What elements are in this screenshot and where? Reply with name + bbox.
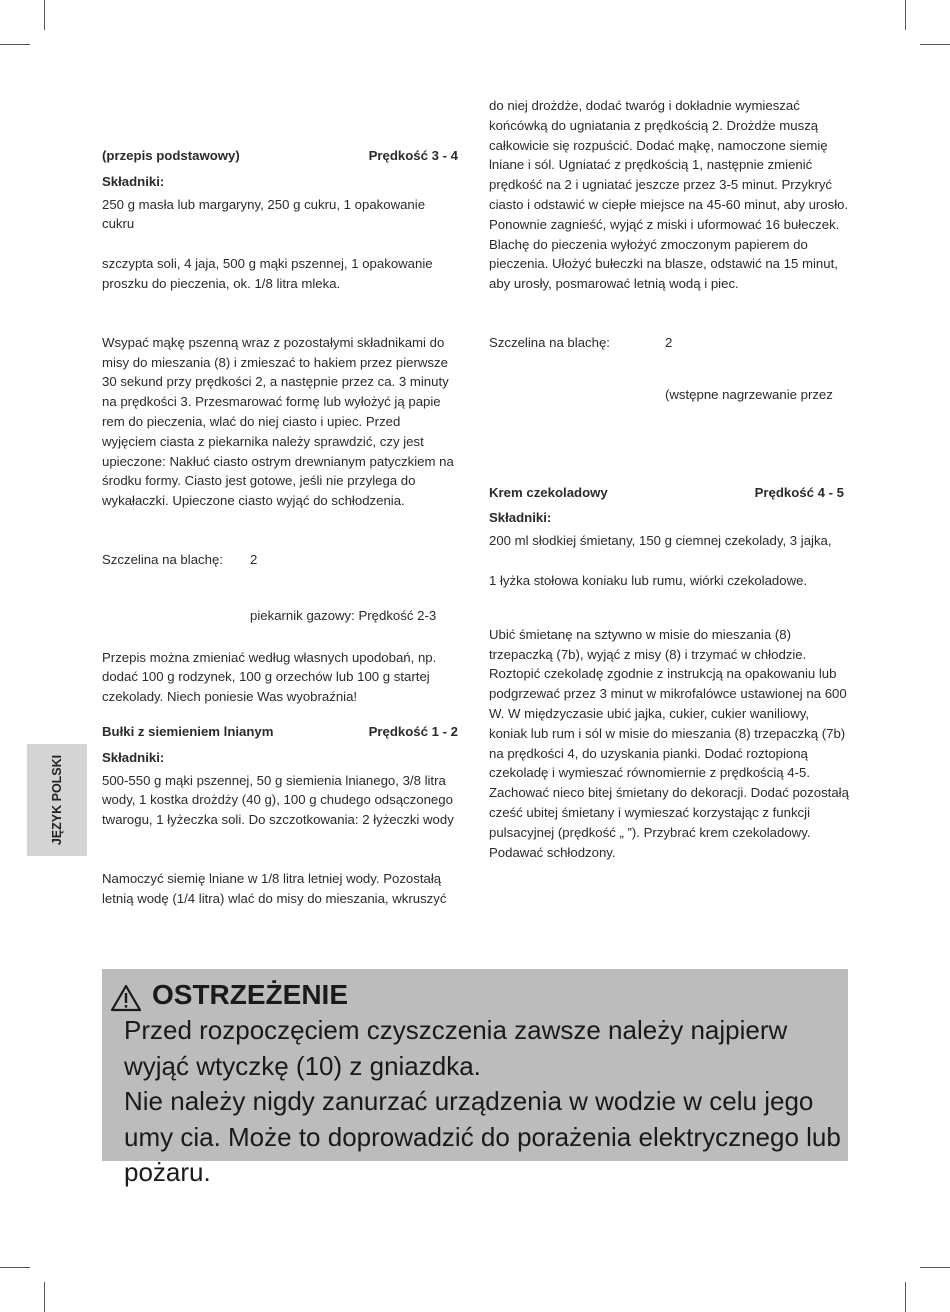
instructions-text: Wsypać mąkę pszenną wraz z pozostałymi składnikami do misy do mieszania (8) i zmieszać to hakiem przez pierwsze 30 sekund przy prędkości 2, a następnie przez ca. 3 minuty na prędkości 3. Przesmarować formę lub wyłożyć ją papie rem do pieczenia, wlać do niej ciasto i upiec. Przed wyjęciem ciasta z piekarnika należy sprawdzić, czy jest upieczone: Nakłuć ciasto ostrym drewnianym patyczkiem na środku formy. Ciasto jest gotowe, jeśli nie przylega do wykałaczki. Upieczone ciasto wyjąć do schłodzenia. xyxy=(102,334,454,509)
warning-line: Nie należy nigdy zanurzać urządzenia w wodzie w celu jego umy cia. Może to doprowadzić do porażenia elektrycznego lub pożaru. xyxy=(124,1086,841,1187)
language-tab-label: JĘZYK POLSKI xyxy=(50,754,64,846)
ingredients-text: 1 łyżka stołowa koniaku lub rumu, wiórki czekoladowe. xyxy=(489,572,808,588)
warning-title: OSTRZEŻENIE xyxy=(152,979,349,1010)
slot-label: Szczelina na blachę: xyxy=(102,551,223,567)
recipe-speed: Prędkość 1 - 2 xyxy=(368,723,458,739)
slot-value: 2 xyxy=(250,551,258,567)
language-tab xyxy=(27,744,87,856)
variation-text: Przepis można zmieniać według własnych upodobań, np. dodać 100 g rodzynek, 100 g orzechów lub 100 g startej czekolady. Niech poniesie Was wyobraźnia! xyxy=(102,649,437,705)
warning-box xyxy=(102,969,848,1187)
slot-label: Szczelina na blachę: xyxy=(489,334,610,350)
recipe-name: Krem czekoladowy xyxy=(489,484,608,500)
warning-line: Przed rozpoczęciem czyszczenia zawsze należy najpierw wyjąć wtyczkę (10) z gniazdka. xyxy=(124,1015,788,1081)
slot-row xyxy=(489,333,849,353)
ingredients-text: szczypta soli, 4 jaja, 500 g mąki pszennej, 1 opakowanie proszku do pieczenia, ok. 1/8 litra mleka. xyxy=(102,256,433,291)
recipe-name: Bułki z siemieniem lnianym xyxy=(102,723,274,739)
recipe-name: (przepis podstawowy) xyxy=(102,148,240,163)
instructions-text: do niej drożdże, dodać twaróg i dokładnie wymieszać końcówką do ugniatania z prędkością 2. Drożdże muszą całkowicie się rozpuścić. Dodać mąkę, namoczone siemię lniane i sól. Ugniatać z prędkością 1, następnie zmienić prędkość na 2 i ugniatać jeszcze przez 3-5 minut. Przykryć ciasto i odstawić w ciepłe miejsce na 45-60 minut, aby urosło. Ponownie zagnieść, wyjąć z miski i uformować 16 bułeczek. Blachę do pieczenia wyłożyć zmoczonym papierem do pieczenia. Ułożyć bułeczki na blasze, odstawić na 15 minut, aby urosły, posmarować letnią wodą i piec. xyxy=(489,98,849,292)
ingredients-text: 200 ml słodkiej śmietany, 150 g ciemnej czekolady, 3 jajka, xyxy=(489,533,832,549)
slot-row xyxy=(102,550,458,570)
recipe-header xyxy=(102,146,458,166)
ingredients-label: Składniki: xyxy=(102,173,165,189)
warning-text xyxy=(124,1013,844,1191)
recipe-header xyxy=(489,483,849,503)
gas-oven-note: piekarnik gazowy: Prędkość 2-3 xyxy=(250,607,437,623)
preheat-note: (wstępne nagrzewanie przez xyxy=(665,386,833,402)
slot-value: 2 xyxy=(665,334,673,350)
crop-mark xyxy=(905,1282,906,1312)
crop-mark xyxy=(0,44,30,45)
crop-mark xyxy=(0,1267,30,1268)
instructions-text: Namoczyć siemię lniane w 1/8 litra letniej wody. Pozostałą letnią wodę (1/4 litra) wlać do misy do mieszania, wkruszyć xyxy=(102,870,447,906)
crop-mark xyxy=(44,0,45,30)
ingredients-text: 500-550 g mąki pszennej, 50 g siemienia lnianego, 3/8 litra wody, 1 kostka drożdży (40 g), 100 g chudego odsączonego twarogu, 1 łyżeczka soli. Do szczotkowania: 2 łyżeczki wody xyxy=(102,772,454,828)
crop-mark xyxy=(920,44,950,45)
recipe-header xyxy=(102,722,458,742)
instructions-text: Ubić śmietanę na sztywno w misie do mieszania (8) trzepaczką (7b), wyjąć z misy (8) i trzymać w chłodzie. Roztopić czekoladę zgodnie z instrukcją na opakowaniu lub podgrzewać przez 3 minut w mikrofalówce ustawionej na 600 W. W międzyczasie ubić jajka, cukier, cukier waniliowy, koniak lub rum i sól w misie do mieszania (8) trzepaczką (7b) na prędkości 4, do uzyskania pianki. Dodać roztopioną czekoladę i wymieszać równomiernie z prędkością 4-5. Zachować nieco bitej śmietany do dekoracji. Dodać pozostałą cześć ubitej śmietany i wymieszać korzystając z funkcji pulsacyjnej (prędkość „ ”). Przybrać krem czekoladowy. Podawać schłodzony. xyxy=(489,626,849,860)
left-column xyxy=(102,146,458,909)
recipe-speed: Prędkość 3 - 4 xyxy=(368,148,458,163)
crop-mark xyxy=(44,1282,45,1312)
ingredients-text: 250 g masła lub margaryny, 250 g cukru, 1 opakowanie cukru xyxy=(102,196,426,232)
recipe-speed: Prędkość 4 - 5 xyxy=(754,484,844,500)
right-column xyxy=(489,96,849,862)
ingredients-label: Składniki: xyxy=(102,749,165,765)
crop-mark xyxy=(920,1267,950,1268)
ingredients-label: Składniki: xyxy=(489,510,552,526)
crop-mark xyxy=(905,0,906,30)
